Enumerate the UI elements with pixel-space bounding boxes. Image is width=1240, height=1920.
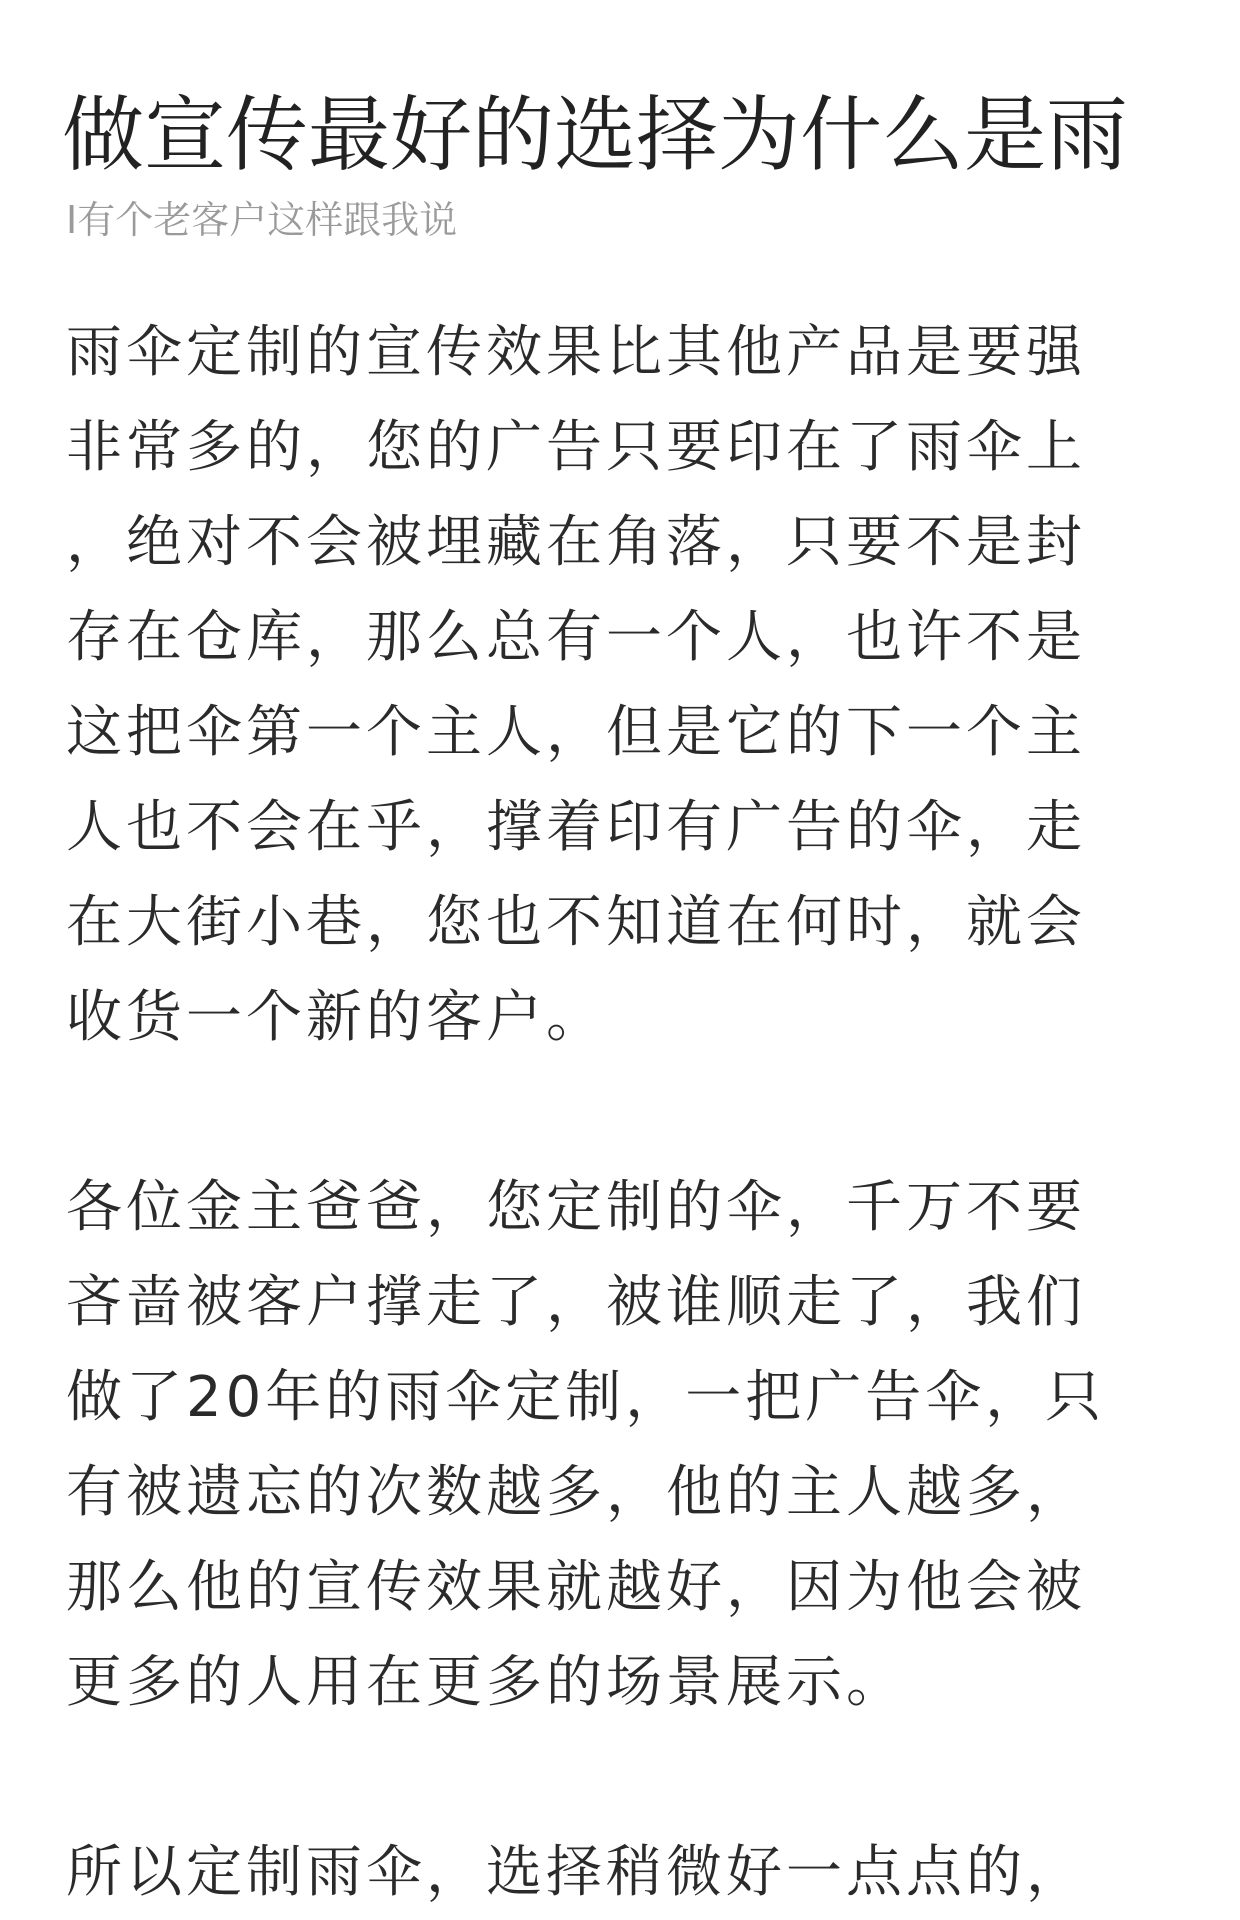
paragraph-line: 吝啬被客户撑走了，被谁顺走了，我们 (66, 1270, 1086, 1335)
paragraph-line: 收货一个新的客户。 (66, 985, 606, 1050)
paragraph-line: 有被遗忘的次数越多，他的主人越多， (66, 1460, 1086, 1525)
article-subtitle: I有个老客户这样跟我说 (66, 198, 458, 242)
paragraph-line: 所以定制雨伞，选择稍微好一点点的， (66, 1840, 1086, 1905)
paragraph-line: 在大街小巷，您也不知道在何时，就会 (66, 890, 1086, 955)
paragraph-line: 存在仓库，那么总有一个人，也许不是 (66, 605, 1086, 670)
paragraph-1 (66, 305, 1166, 1065)
paragraph-line: 雨伞定制的宣传效果比其他产品是要强 (66, 320, 1086, 385)
article-body (66, 305, 1166, 1920)
paragraph-3 (66, 1825, 1166, 1920)
paragraph-line: 非常多的，您的广告只要印在了雨伞上 (66, 415, 1086, 480)
paragraph-line: 做了20年的雨伞定制，一把广告伞，只 (66, 1365, 1106, 1430)
paragraph-2 (66, 1160, 1166, 1730)
paragraph-line: 各位金主爸爸，您定制的伞，千万不要 (66, 1175, 1086, 1240)
article-title: 做宣传最好的选择为什么是雨 (62, 88, 1129, 183)
paragraph-line: 更多的人用在更多的场景展示。 (66, 1650, 906, 1715)
paragraph-line: 这把伞第一个主人，但是它的下一个主 (66, 700, 1086, 765)
paragraph-line: 那么他的宣传效果就越好，因为他会被 (66, 1555, 1086, 1620)
paragraph-line: ，绝对不会被埋藏在角落，只要不是封 (66, 510, 1086, 575)
paragraph-line: 人也不会在乎，撑着印有广告的伞，走 (66, 795, 1086, 860)
